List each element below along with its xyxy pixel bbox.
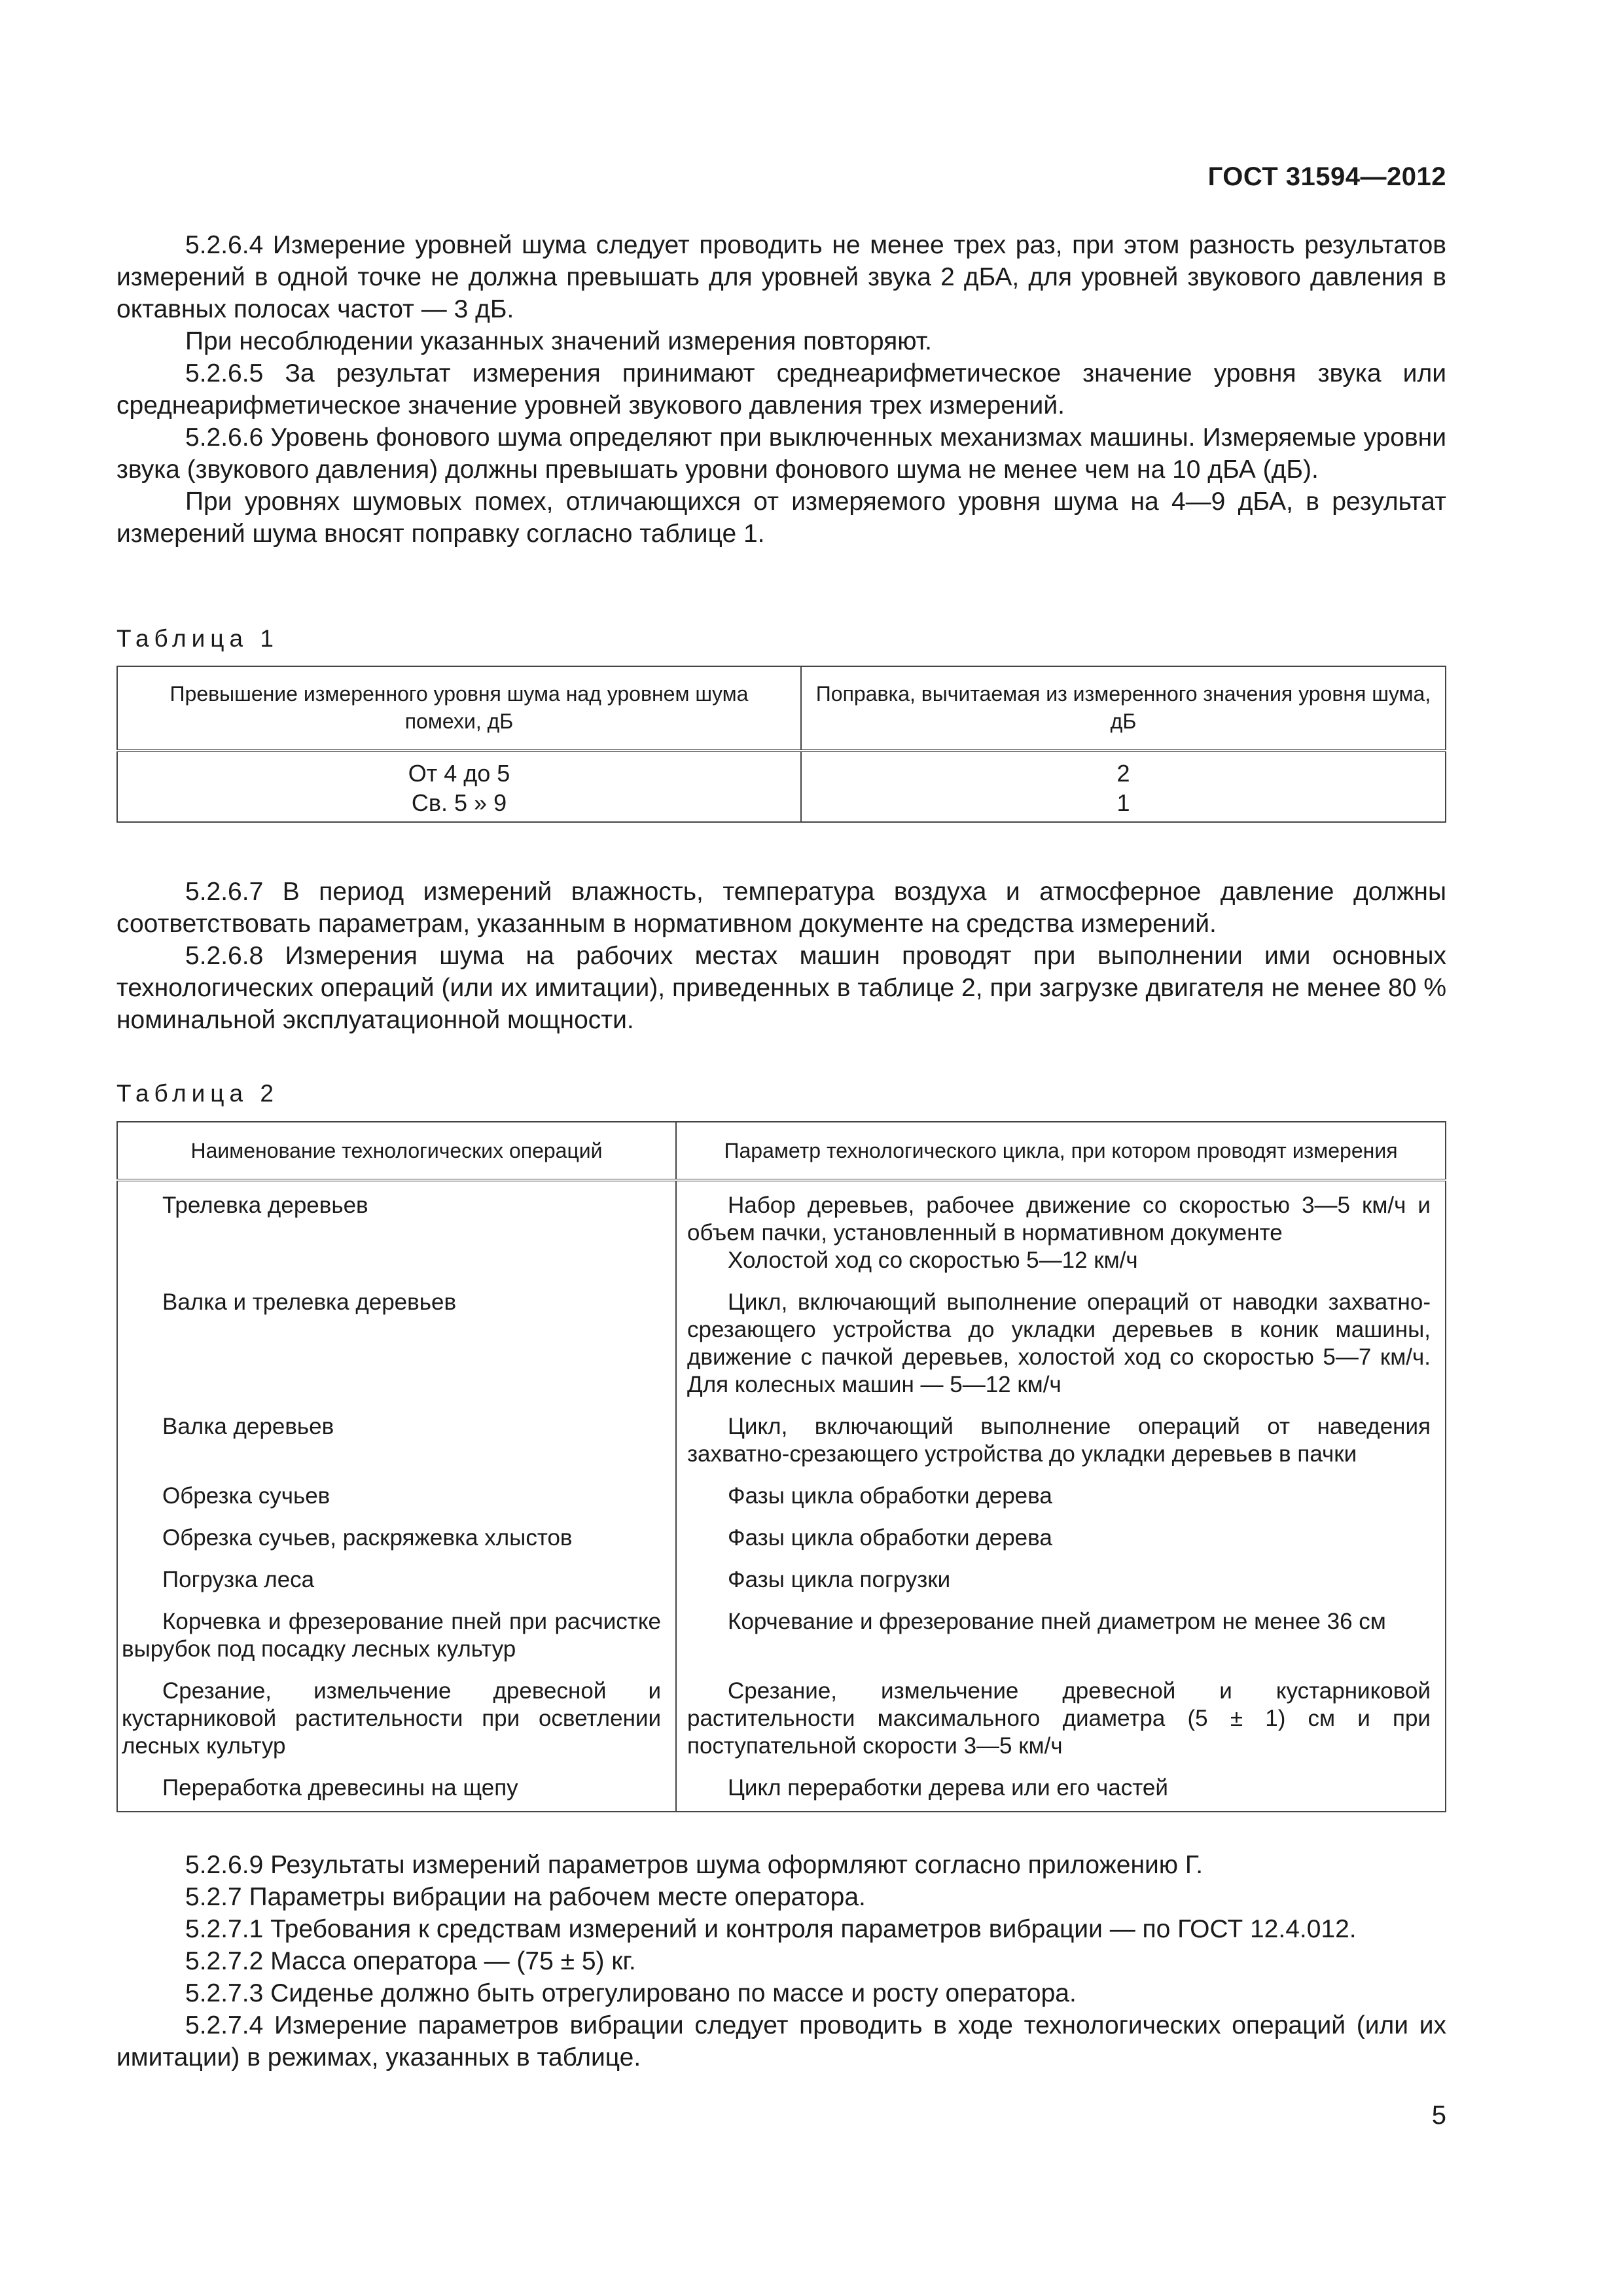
paragraph: 5.2.6.7 В период измерений влажность, температура воздуха и атмосферное давление должны соответствовать параметрам, указанным в нормативном документе на средства измерений. — [116, 878, 1446, 938]
table2-header-cell: Наименование технологических операций — [117, 1122, 676, 1180]
table1-row-value: От 4 до 5 — [408, 760, 510, 787]
table2-operation: Погрузка леса — [117, 1552, 676, 1594]
table1-row-value: 1 — [1116, 789, 1130, 816]
table2-row — [117, 1510, 1446, 1552]
text-block-middle — [116, 876, 1446, 1036]
table2-operation: Трелевка деревьев — [117, 1180, 676, 1274]
table2-row — [117, 1468, 1446, 1510]
table2-parameter: Цикл, включающий выполнение операций от наводки захватно-срезающего устройства до укладки деревьев в коник машины, движение с пачкой деревьев, холостой ход со скоростью 5—7 км/ч. Для колесных машин — 5—12 км/ч — [676, 1274, 1446, 1399]
paragraph: 5.2.6.4 Измерение уровней шума следует проводить не менее трех раз, при этом разность результатов измерений в одной точке не должна превышать для уровней звука 2 дБА, для уровней звукового давления в октавных полосах частот — 3 дБ. — [116, 231, 1446, 323]
paragraph: 5.2.7.1 Требования к средствам измерений и контроля параметров вибрации — по ГОСТ 12.4.012. — [185, 1915, 1357, 1943]
table2-operation: Валка деревьев — [117, 1399, 676, 1468]
table2-row — [117, 1594, 1446, 1663]
paragraph: 5.2.6.6 Уровень фонового шума определяют при выключенных механизмах машины. Измеряемые уровни звука (звукового давления) должны превышать уровни фонового шума не менее чем на 10 дБА (дБ). — [116, 423, 1446, 484]
table2-parameter: Цикл, включающий выполнение операций от наведения захватно-срезающего устройства до укладки деревьев в пачки — [676, 1399, 1446, 1468]
table2-operation: Валка и трелевка деревьев — [117, 1274, 676, 1399]
text-block-top — [116, 229, 1446, 550]
table2-parameter: Корчевание и фрезерование пней диаметром не менее 36 см — [676, 1594, 1446, 1663]
table1-header-cell: Поправка, вычитаемая из измеренного значения уровня шума, дБ — [801, 666, 1446, 751]
table1-header-cell: Превышение измеренного уровня шума над уровнем шума помехи, дБ — [117, 666, 801, 751]
table2-parameter: Фазы цикла обработки дерева — [676, 1510, 1446, 1552]
table1-caption: Таблица 1 — [116, 625, 279, 652]
table1 — [116, 666, 1446, 823]
paragraph: 5.2.6.9 Результаты измерений параметров шума оформляют согласно приложению Г. — [185, 1851, 1204, 1879]
table1-row-value: Св. 5 » 9 — [411, 789, 507, 816]
table1-cell — [117, 751, 801, 822]
table2-operation: Переработка древесины на щепу — [117, 1760, 676, 1812]
table2-parameter: Цикл переработки дерева или его частей — [676, 1760, 1446, 1812]
table2-header-cell: Параметр технологического цикла, при котором проводят измерения — [676, 1122, 1446, 1180]
paragraph: При несоблюдении указанных значений измерения повторяют. — [185, 327, 932, 355]
table1-row-value: 2 — [1116, 760, 1130, 787]
table2 — [116, 1121, 1446, 1812]
paragraph: 5.2.6.5 За результат измерения принимают среднеарифметическое значение уровня звука или среднеарифметическое значение уровней звукового давления трех измерений. — [116, 359, 1446, 420]
table2-operation: Обрезка сучьев, раскряжевка хлыстов — [117, 1510, 676, 1552]
table2-parameter-extra: Холостой ход со скоростью 5—12 км/ч — [728, 1247, 1138, 1273]
table2-row — [117, 1180, 1446, 1274]
document-code: ГОСТ 31594—2012 — [1207, 162, 1446, 191]
table2-operation: Срезание, измельчение древесной и кустарниковой растительности при осветлении лесных культур — [117, 1663, 676, 1760]
table2-row — [117, 1399, 1446, 1468]
paragraph: При уровнях шумовых помех, отличающихся от измеряемого уровня шума на 4—9 дБА, в результат измерений шума вносят поправку согласно таблице 1. — [116, 488, 1446, 548]
table1-header-row — [117, 666, 1446, 751]
paragraph: 5.2.7.2 Масса оператора — (75 ± 5) кг. — [185, 1947, 636, 1975]
table2-parameter: Срезание, измельчение древесной и кустарниковой растительности максимального диаметра (5 ± 1) см и при поступательной скорости 3—5 км/ч — [676, 1663, 1446, 1760]
paragraph: 5.2.7.3 Сиденье должно быть отрегулировано по массе и росту оператора. — [185, 1979, 1077, 2007]
table1-cell — [801, 751, 1446, 822]
table2-operation: Корчевка и фрезерование пней при расчистке вырубок под посадку лесных культур — [117, 1594, 676, 1663]
paragraph: 5.2.7.4 Измерение параметров вибрации следует проводить в ходе технологических операций (или их имитации) в режимах, указанных в таблице. — [116, 2011, 1446, 2072]
table2-parameter — [676, 1180, 1446, 1274]
table2-header-row — [117, 1122, 1446, 1180]
text-block-bottom — [116, 1849, 1446, 2073]
table2-caption: Таблица 2 — [116, 1080, 279, 1107]
page-number: 5 — [1431, 2101, 1446, 2130]
table1-row — [117, 751, 1446, 822]
table2-row — [117, 1663, 1446, 1760]
table2-parameter: Фазы цикла погрузки — [676, 1552, 1446, 1594]
table2-row — [117, 1760, 1446, 1812]
table2-row — [117, 1552, 1446, 1594]
table2-row — [117, 1274, 1446, 1399]
paragraph: 5.2.6.8 Измерения шума на рабочих местах машин проводят при выполнении ими основных технологических операций (или их имитации), приведенных в таблице 2, при загрузке двигателя не менее 80 % номинальной эксплуатационной мощности. — [116, 942, 1446, 1034]
paragraph: 5.2.7 Параметры вибрации на рабочем месте оператора. — [185, 1883, 866, 1911]
table2-operation: Обрезка сучьев — [117, 1468, 676, 1510]
table2-parameter-text: Набор деревьев, рабочее движение со скоростью 3—5 км/ч и объем пачки, установленный в нормативном документе — [687, 1193, 1431, 1246]
table2-parameter: Фазы цикла обработки дерева — [676, 1468, 1446, 1510]
